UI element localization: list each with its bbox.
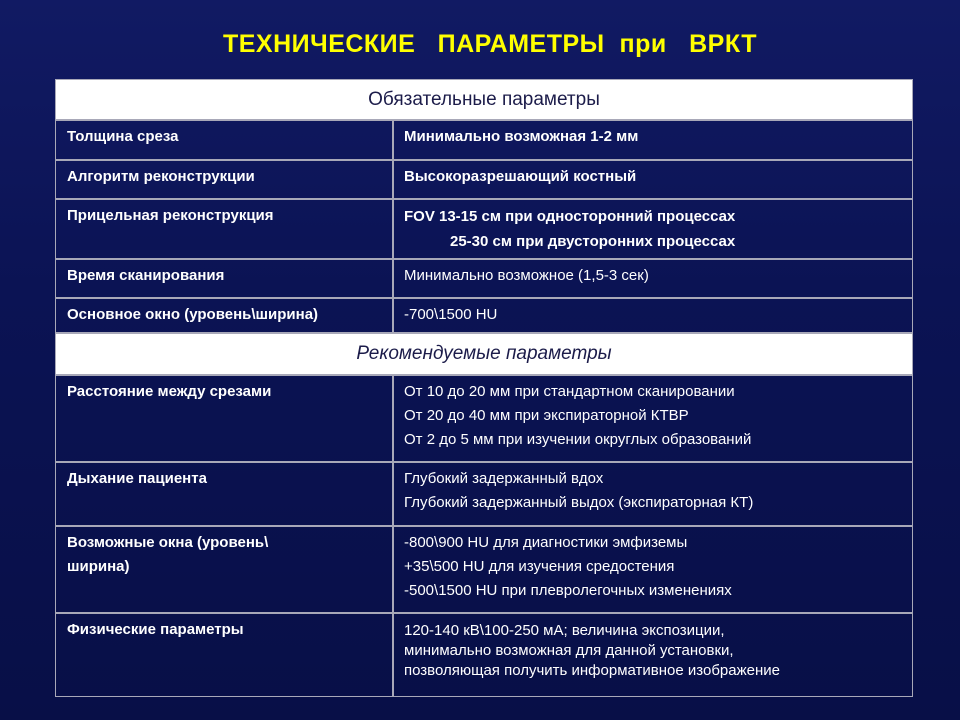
param-name-cell (55, 613, 393, 697)
param-value-line: 25-30 см при двусторонних процессах (450, 233, 736, 250)
param-name-line: ширина) (67, 558, 130, 575)
param-value-line: Глубокий задержанный выдох (экспираторная КТ) (404, 494, 754, 511)
param-value-cell (393, 199, 913, 259)
section-header-required: Обязательные параметры (55, 79, 913, 120)
table-row (55, 526, 913, 613)
param-value-line: +35\500 HU для изучения средостения (404, 558, 675, 575)
page-title: ТЕХНИЧЕСКИЕ ПАРАМЕТРЫ при ВРКТ (222, 30, 757, 58)
param-value-cell (393, 526, 913, 613)
param-value-line: От 2 до 5 мм при изучении округлых образований (404, 431, 752, 448)
param-name-cell (55, 462, 393, 526)
param-name-cell: Основное окно (уровень\ширина) (55, 298, 393, 333)
param-value-line: FOV 13-15 см при односторонний процессах (404, 208, 736, 225)
param-value-line: -700\1500 HU (404, 306, 498, 323)
table-row (55, 613, 913, 697)
param-value-line: Высокоразрешающий костный (404, 168, 637, 185)
param-name-cell: Время сканирования (55, 259, 393, 298)
param-value-cell (393, 160, 913, 199)
param-value-line: От 10 до 20 мм при стандартном сканировании (404, 383, 735, 400)
table-row (55, 120, 913, 160)
param-value-line: -800\900 HU для диагностики эмфиземы (404, 534, 688, 551)
param-value-line: -500\1500 HU при плевролегочных изменениях (404, 582, 732, 599)
param-name-cell: Толщина среза (55, 120, 393, 160)
param-value-line: позволяющая получить информативное изображение (404, 662, 780, 679)
section-header-recommended: Рекомендуемые параметры (55, 333, 913, 375)
param-value-cell (393, 375, 913, 462)
table-row (55, 160, 913, 199)
param-name-cell (55, 526, 393, 613)
param-value-line: Минимально возможная 1-2 мм (404, 128, 639, 145)
param-name-cell (55, 375, 393, 462)
param-value-cell (393, 259, 913, 298)
param-value-line: минимально возможная для данной установки, (404, 642, 734, 659)
table-row (55, 199, 913, 259)
param-value-line: От 20 до 40 мм при экспираторной КТВР (404, 407, 689, 424)
param-value-cell (393, 613, 913, 697)
table-row (55, 259, 913, 298)
param-name-line: Физические параметры (67, 621, 244, 638)
param-value-line: 120-140 кВ\100-250 мА; величина экспозиции, (404, 622, 725, 639)
param-name-line: Возможные окна (уровень\ (67, 534, 269, 551)
table-row (55, 462, 913, 526)
param-value-line: Минимально возможное (1,5-3 сек) (404, 267, 649, 284)
param-name-line: Расстояние между срезами (67, 383, 272, 400)
param-value-cell (393, 298, 913, 333)
param-value-cell (393, 462, 913, 526)
param-name-line: Дыхание пациента (67, 470, 207, 487)
param-name-cell: Прицельная реконструкция (55, 199, 393, 259)
param-value-cell (393, 120, 913, 160)
table-row (55, 298, 913, 333)
table-row (55, 375, 913, 462)
parameters-table (55, 79, 913, 697)
param-name-cell: Алгоритм реконструкции (55, 160, 393, 199)
param-value-line: Глубокий задержанный вдох (404, 470, 604, 487)
